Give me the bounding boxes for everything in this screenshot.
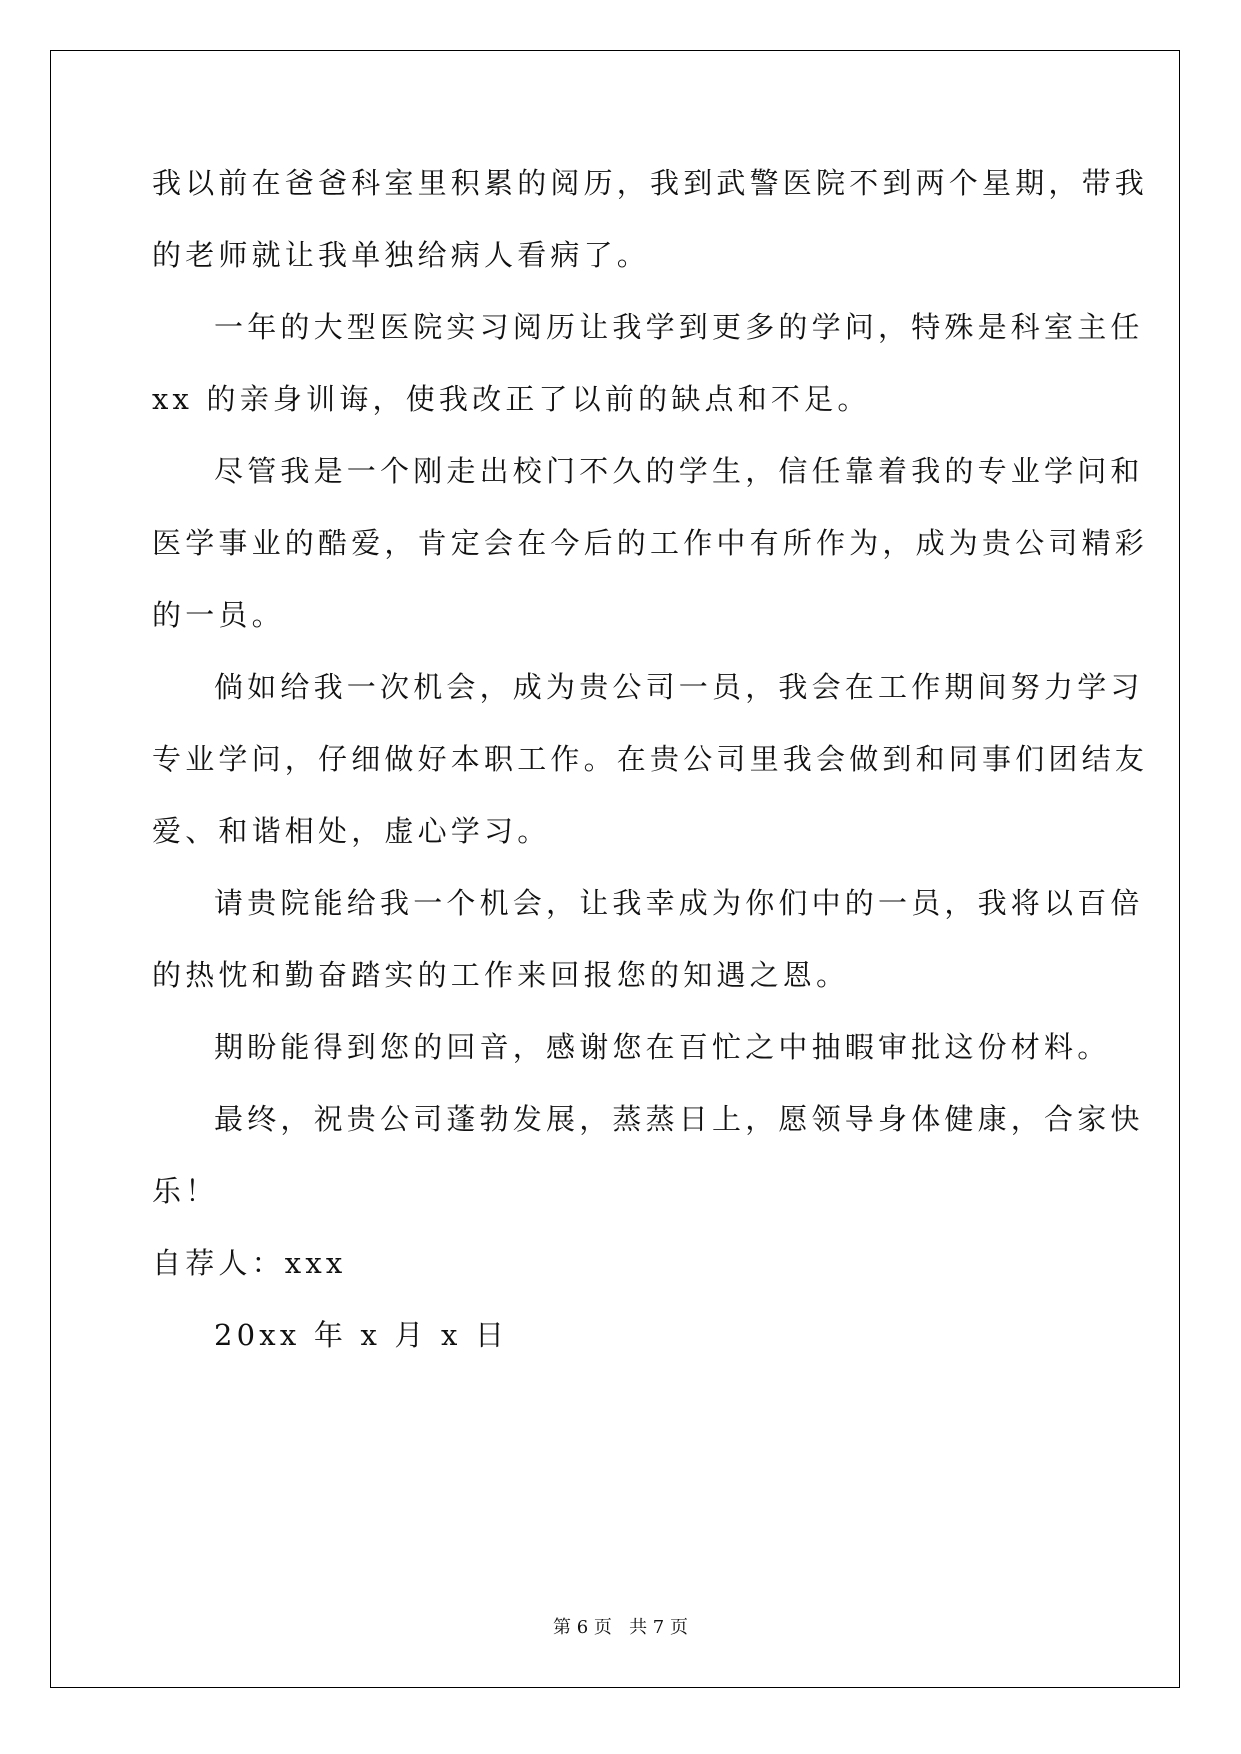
- text-line: xx 的亲身训诲，使我改正了以前的缺点和不足。: [152, 382, 871, 416]
- page-number: 第 6 页: [553, 1617, 612, 1638]
- signature-line: 自荐人：xxx: [152, 1246, 347, 1280]
- text-line: 专业学问，仔细做好本职工作。在贵公司里我会做到和同事们团结友: [152, 742, 1149, 776]
- page-border: [50, 50, 1180, 1688]
- text-line: 的热忱和勤奋踏实的工作来回报您的知遇之恩。: [152, 958, 850, 992]
- text-line: 我以前在爸爸科室里积累的阅历，我到武警医院不到两个星期，带我: [152, 166, 1149, 200]
- text-line: 乐！: [152, 1174, 219, 1208]
- paragraph-start-line: 倘如给我一次机会，成为贵公司一员，我会在工作期间努力学习: [214, 670, 1144, 704]
- paragraph-start-line: 期盼能得到您的回音，感谢您在百忙之中抽暇审批这份材料。: [214, 1030, 1111, 1064]
- paragraph-start-line: 最终，祝贵公司蓬勃发展，蒸蒸日上，愿领导身体健康，合家快: [214, 1102, 1144, 1136]
- text-line: 的老师就让我单独给病人看病了。: [152, 238, 651, 272]
- paragraph-start-line: 一年的大型医院实习阅历让我学到更多的学问，特殊是科室主任: [214, 310, 1144, 344]
- page-footer: [0, 1616, 1241, 1640]
- text-line: 医学事业的酷爱，肯定会在今后的工作中有所作为，成为贵公司精彩: [152, 526, 1149, 560]
- text-line: 的一员。: [152, 598, 285, 632]
- page-total: 共 7 页: [629, 1617, 688, 1638]
- paragraph-start-line: 尽管我是一个刚走出校门不久的学生，信任靠着我的专业学问和: [214, 454, 1144, 488]
- date-line: 20xx 年 x 月 x 日: [214, 1318, 509, 1352]
- paragraph-start-line: 请贵院能给我一个机会，让我幸成为你们中的一员，我将以百倍: [214, 886, 1144, 920]
- text-line: 爱、和谐相处，虚心学习。: [152, 814, 551, 848]
